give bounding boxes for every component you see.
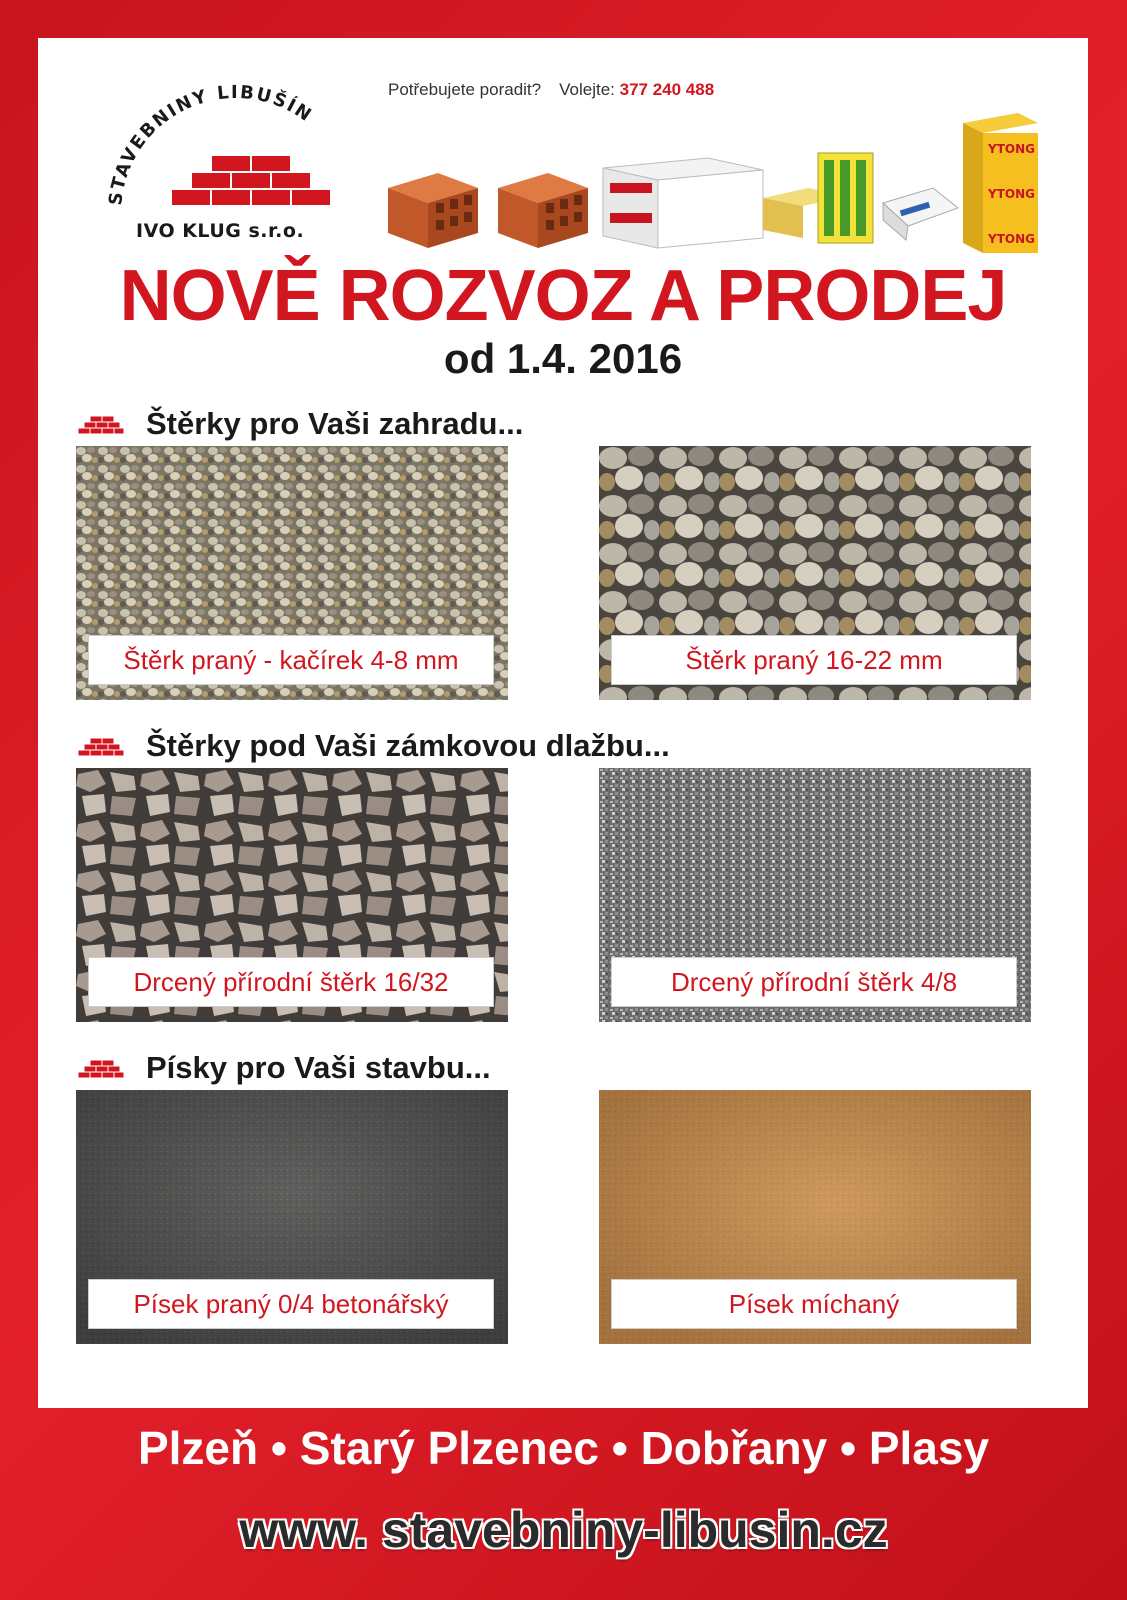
section-title-paving [76,730,670,761]
section-title-text: Štěrky pro Vaši zahradu... [146,406,524,441]
ytong-label-2: YTONG [988,187,1035,201]
subheadline-date: od 1.4. 2016 [443,335,683,382]
section-title-garden [76,408,523,439]
bricks-icon [76,416,124,436]
product-label: Štěrk praný - kačírek 4-8 mm [88,635,494,685]
ytong-block-icon [963,113,1038,253]
contact-call: Volejte: [559,80,615,99]
product-tile-kacirek[interactable] [76,446,508,700]
product-tile-pisek-michany[interactable] [599,1090,1031,1344]
polystyrene-pack-icon [603,158,763,248]
section-title-text: Písky pro Vaši stavbu... [146,1050,491,1085]
product-illustrations [378,108,1038,268]
company-name: IVO KLUG s.r.o. [136,220,305,242]
product-label: Štěrk praný 16-22 mm [611,635,1017,685]
bricks-icon [76,738,124,758]
product-label: Drcený přírodní štěrk 16/32 [88,957,494,1007]
product-label: Drcený přírodní štěrk 4/8 [611,957,1017,1007]
product-label: Písek míchaný [611,1279,1017,1329]
product-tile-drceny-16-32[interactable] [76,768,508,1022]
product-tile-pisek-pranny[interactable] [76,1090,508,1344]
ytong-label-3: YTONG [988,232,1035,246]
product-label: Písek praný 0/4 betonářský [88,1279,494,1329]
ceramic-brick-icon [388,173,478,248]
branch-cities: Plzeň • Starý Plzenec • Dobřany • Plasy [137,1422,990,1474]
company-logo [76,63,376,263]
content-panel [38,38,1088,1408]
logo-bricks-icon [171,155,331,206]
bricks-icon [76,1060,124,1080]
contact-question: Potřebujete poradit? [388,80,542,99]
logo-arc-text: STAVEBNINY LIBUŠÍN [105,81,317,207]
ceramic-brick-icon [498,173,588,248]
mortar-bag-icon [883,188,958,240]
mineral-wool-icon [763,153,873,243]
product-tile-sterk-16-22[interactable] [599,446,1031,700]
ytong-label-1: YTONG [988,142,1035,156]
section-title-sand [76,1052,491,1083]
product-tile-drceny-4-8[interactable] [599,768,1031,1022]
contact-line [388,80,714,100]
phone-number[interactable]: 377 240 488 [619,80,715,99]
headline: NOVĚ ROZVOZ A PRODEJ [119,256,1007,336]
section-title-text: Štěrky pod Vaši zámkovou dlažbu... [146,728,670,763]
website-link[interactable]: www. stavebniny-libusin.cz [239,1502,888,1558]
